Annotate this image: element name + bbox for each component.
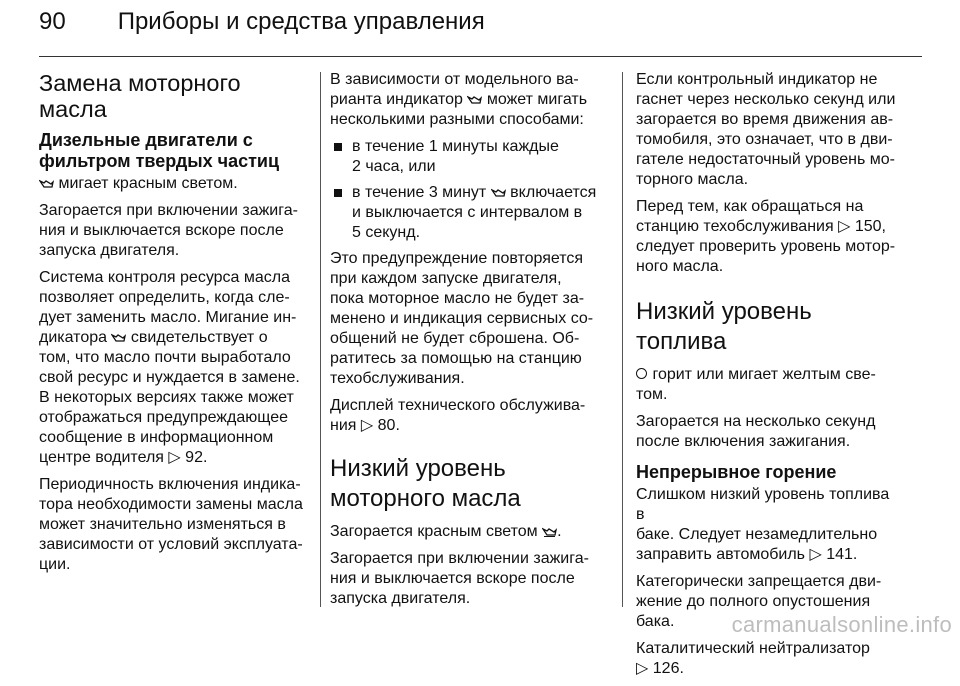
header-rule <box>39 56 922 57</box>
column-2 <box>330 70 602 616</box>
bullet-square-icon <box>334 143 342 151</box>
paragraph: Система контроля ресурса масла позволяет определить, когда сле- дует заменить масло. Мигание ин- дикатора свидетельствует о том, что масло почти выработало свой ресурс и нуждается в замене. В некоторых версиях также может отображаться предупреждающее сообщение в информационном центре водителя ▷ 92. <box>39 269 300 466</box>
column-divider <box>320 72 321 607</box>
page-reference[interactable]: 80. <box>377 417 400 434</box>
reference-arrow-icon: ▷ <box>168 449 181 466</box>
paragraph: Если контрольный индикатор не гаснет через несколько секунд или загорается во время движения ав- томобиля, это означает, что в дви- гателе недостаточный уровень мо- торного масла. <box>636 71 896 188</box>
page-reference[interactable]: 150, <box>854 218 886 235</box>
subsection-heading: Непрерывное горение <box>636 462 837 482</box>
page-reference[interactable]: 141. <box>826 546 858 563</box>
column-divider <box>622 72 623 607</box>
paragraph: мигает красным светом. <box>39 174 307 194</box>
paragraph: Периодичность включения индика- тора необходимости замены масла может значительно изменяться в зависимости от условий эксплуата- ции. <box>39 476 303 573</box>
oil-can-icon <box>542 526 557 537</box>
paragraph: В зависимости от модельного ва- рианта индикатор может мигать несколькими разными способами: <box>330 71 588 128</box>
column-3 <box>636 70 902 686</box>
bullet-square-icon <box>334 189 342 197</box>
paragraph: Перед тем, как обращаться на станцию техобслуживания ▷ 150, следует проверить уровень мотор- ного масла. <box>636 198 896 275</box>
paragraph: горит или мигает желтым све- том. <box>636 366 876 403</box>
paragraph: Загорается при включении зажига- ния и выключается вскоре после запуска двигателя. <box>39 202 298 259</box>
oil-can-icon <box>467 94 482 105</box>
paragraph: Категорически запрещается дви- жение до полного опустошения бака. <box>636 573 882 630</box>
paragraph: Это предупреждение повторяется при каждом запуске двигателя, пока моторное масло не будет за- менено и индикация сервисных со- общений не будет сброшена. Об- ратитесь за помощью на станцию техобслуживания. <box>330 250 594 387</box>
paragraph: Загорается красным светом . <box>330 523 562 540</box>
reference-arrow-icon: ▷ <box>838 218 851 235</box>
watermark: carmanualsonline.info <box>731 612 952 637</box>
fuel-ring-icon <box>636 368 647 379</box>
paragraph: Загорается на несколько секунд после включения зажигания. <box>636 413 876 450</box>
paragraph: Дисплей технического обслужива- ния ▷ 80. <box>330 397 586 434</box>
reference-arrow-icon: ▷ <box>636 660 649 677</box>
page-title: Приборы и средства управления <box>117 8 485 35</box>
section-heading: Низкий уровень моторного масла <box>330 455 521 512</box>
section-heading: Низкий уровень топлива <box>636 298 812 355</box>
page-reference[interactable]: 92. <box>185 449 208 466</box>
paragraph: Загорается при включении зажига- ния и выключается вскоре после запуска двигателя. <box>330 550 589 607</box>
oil-can-icon <box>491 187 506 198</box>
oil-can-icon <box>39 178 54 189</box>
column-1 <box>39 70 307 582</box>
page-reference[interactable]: 126. <box>652 660 684 677</box>
page-number: 90 <box>39 8 66 35</box>
oil-can-icon <box>111 332 126 343</box>
section-heading: Замена моторного масла <box>39 70 241 122</box>
list-item: в течение 1 минуты каждые 2 часа, или <box>330 137 602 177</box>
paragraph: Каталитический нейтрализатор ▷ 126. <box>636 640 870 677</box>
page-header <box>39 8 485 48</box>
reference-arrow-icon: ▷ <box>809 546 822 563</box>
paragraph: Слишком низкий уровень топлива в баке. Следует незамедлительно заправить автомобиль ▷ 141. <box>636 486 890 563</box>
subsection-heading: Дизельные двигатели с фильтром твердых частиц <box>39 130 280 171</box>
list-item: в течение 3 минут включается и выключается с интервалом в 5 секунд. <box>330 183 602 243</box>
reference-arrow-icon: ▷ <box>360 417 374 434</box>
